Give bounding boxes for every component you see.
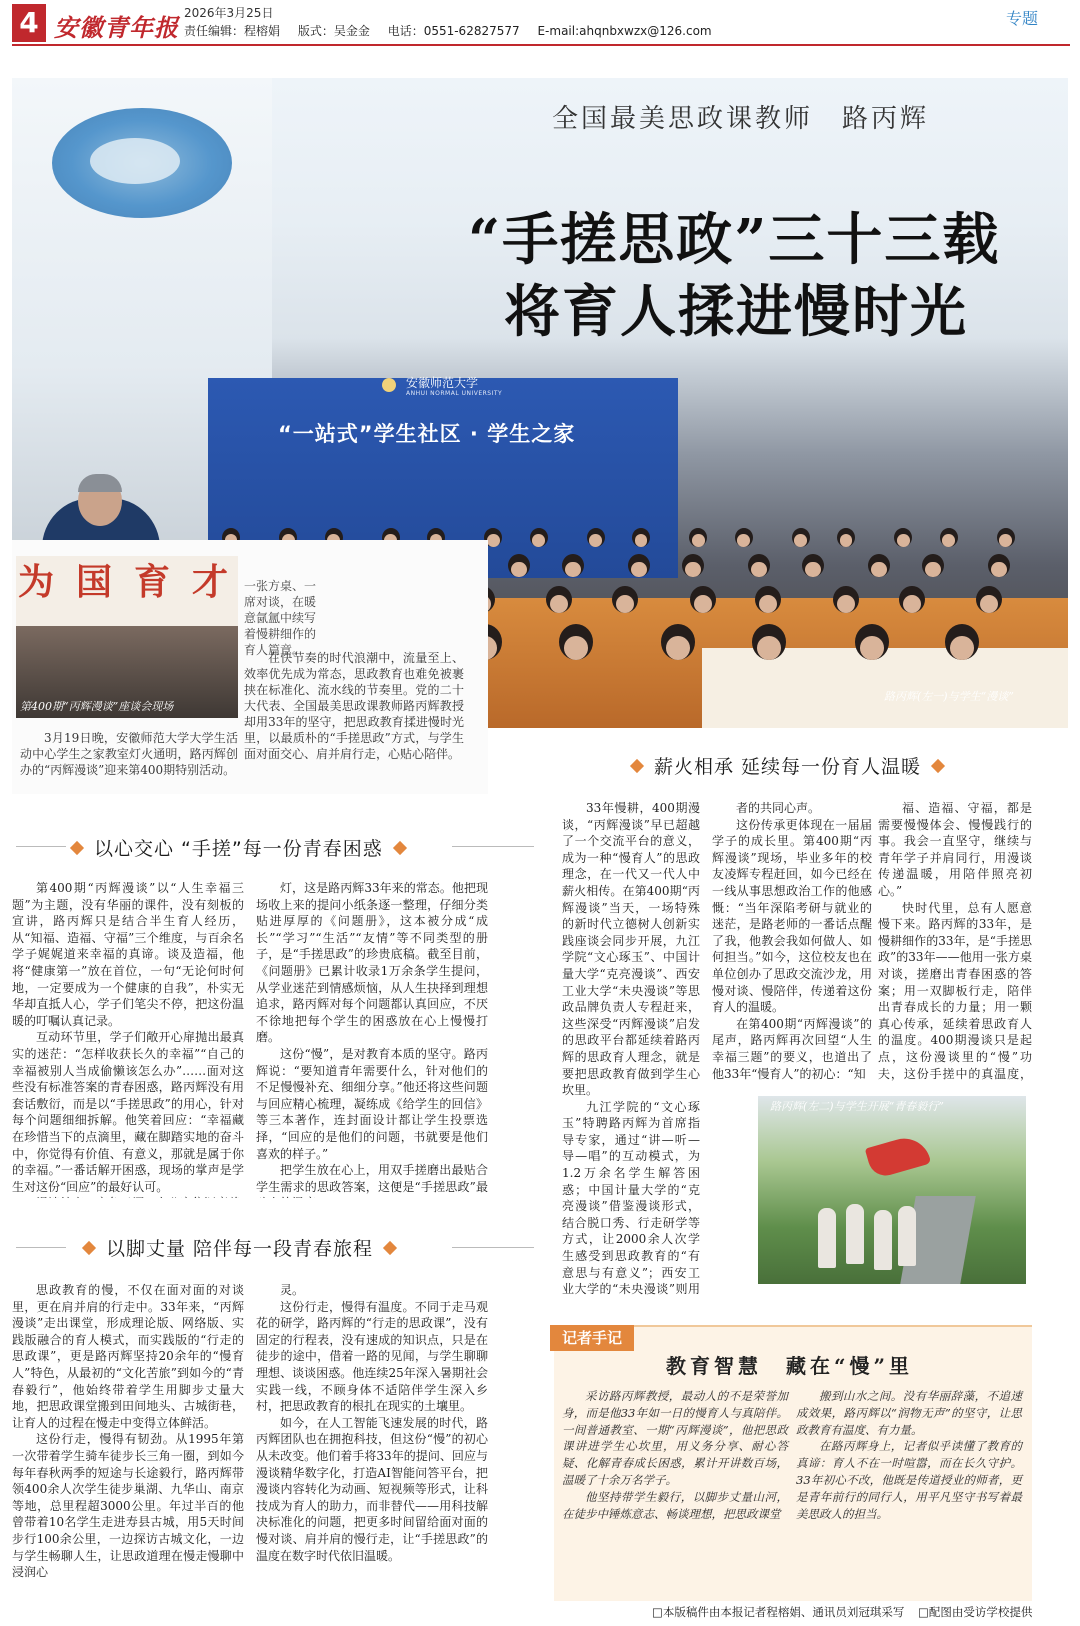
article-paragraph: 福、造福、守福，都是需要慢慢体会、慢慢践行的事。我会一直坚守，继续与青年学子并肩同行，用漫谈传递温暖，用陪伴照亮初心。” [878, 801, 1032, 898]
editor-credit: 责任编辑：程榕娟 [184, 24, 281, 38]
masthead [0, 0, 1080, 44]
section-heading: 以脚丈量 陪伴每一段青春旅程 [72, 1234, 407, 1261]
page-number: 4 [12, 4, 46, 42]
issue-date: 2026年3月25日 [184, 6, 274, 20]
backdrop-slogan: “一站式”学生社区 · 学生之家 [278, 422, 576, 446]
masthead-divider [12, 44, 1070, 46]
photo-text-credits [642, 1604, 1032, 1620]
article-paragraph: 互动环节里，学子们敞开心扉抛出最真实的迷茫：“怎样收获长久的幸福”“自己的幸福被别人当成偷懒该怎么办”……面对这些没有标准答案的青春困惑，路丙辉没有用套话敷衍，而是以“手搓思政”的用心，针对每个问题细细拆解。他笑着回应：“幸福藏在珍惜当下的点滴里，藏在脚踏实地的奋斗中，你觉得有价值、有意义，那就是属于你的幸福。”一番话解开困惑，现场的掌声是学生对这份“回应”的最好认可。 [12, 1030, 244, 1194]
university-seal-icon [382, 378, 396, 392]
article-paragraph [12, 1195, 244, 1198]
inset-photo-caption: 第400期“丙辉漫谈”座谈会现场 [20, 700, 174, 713]
article-paragraph: 如今，在人工智能飞速发展的时代，路丙辉团队也在拥抱科技，但这份“慢”的初心从未改变。他们着手将33年的提问、回应与漫谈精华数字化，打造AI智能问答平台，把漫谈内容转化为动画、短视频等形式，让科技成为育人的助力，而非替代——用科技解决标准化的问题，把更多时间留给面对面的慢对谈、肩并肩的慢行走，让“手搓思政”的温度在数字时代依旧温暖。 [256, 1415, 488, 1563]
article-column [256, 1282, 488, 1604]
inset-wall-char: 育 [134, 561, 171, 603]
reporter-notes-column [562, 1388, 788, 1522]
diamond-icon [393, 840, 407, 854]
article-column [256, 880, 488, 1198]
article-column [878, 800, 1032, 1082]
article-paragraph: 这份行走，慢得有韧劲。从1995年第一次带着学生骑车徒步长三角一圈，到如今每年春秋两季的短途与长途毅行，路丙辉带领400余人次学生徒步巢湖、九华山、南京等地，总里程超3000公里。年过半百的他曾带着10名学生走进寿县古城，用5天时间步行100余公里，一边探访古城文化，一边与学生畅聊人生，让思政道理在慢走慢聊中浸润心 [12, 1432, 244, 1580]
photo-flag [865, 1132, 931, 1179]
email-credit: E-mail:ahqnbxwzx@126.com [537, 24, 712, 38]
photo-person [846, 1204, 864, 1264]
intro-body: 在快节奏的时代浪潮中，流量至上、效率优先成为常态，思政教育也难免被裹挟在标准化、流水线的节奏里。党的二十大代表、全国最美思政课教师路丙辉教授却用33年的坚守，把思政教育揉进慢时光里，以最质朴的“手搓思政”方式，与学生面对面交心、肩并肩行走，心贴心陪伴。 [244, 651, 464, 761]
newspaper-logo: 安徽青年报 [54, 13, 179, 42]
diamond-icon [70, 840, 84, 854]
photo-person [818, 1208, 836, 1268]
diamond-icon [82, 1240, 96, 1254]
inset-photo [16, 556, 238, 718]
article-paragraph: 把学生放在心上，用双手搓磨出最贴合学生需求的思政答案，这便是“手搓思政”最 [256, 1163, 488, 1194]
reporter-notes-tag: 记者手记 [550, 1325, 634, 1351]
photo-person [874, 1210, 892, 1270]
article-column [562, 800, 700, 1296]
section-heading: 薪火相承 延续每一份育人温暖 [620, 752, 955, 779]
headline-line-1: “手搓思政”三十三载 [468, 207, 1001, 273]
diamond-icon [383, 1240, 397, 1254]
reporter-notes-title: 教育智慧 藏在“慢”里 [666, 1354, 914, 1378]
article-paragraph: 搬到山水之间。没有华丽辞藻，不追速成效果，路丙辉以“润物无声”的坚守，让思政教育有温度、有力量。 [796, 1389, 1022, 1437]
photo-credit: □配图由受访学校提供 [918, 1605, 1033, 1619]
designer-credit: 版式：吴金金 [297, 24, 370, 38]
text-credit: □本版稿件由本报记者程榕娟、通讯员刘冠琪采写 [652, 1605, 905, 1619]
backdrop-university-name: 安徽师范大学 [406, 376, 479, 390]
intro-lead: 3月19日晚，安徽师范大学大学生活动中心学生之家教室灯火通明，路丙辉创办的“丙辉漫谈”迎来第400期特别活动。 [20, 731, 238, 777]
article-paragraph: 思政教育的慢，不仅在面对面的对谈里，更在肩并肩的行走中。33年来，“丙辉漫谈”走出课堂，形成理论版、网络版、实践版融合的育人模式，而实践版的“行走的思政课”，更是路丙辉坚持20余年的“慢育人”特色，从最初的“文化苦旅”到如今的“青春毅行”，他始终带着学生用脚步丈量大地，把思政课堂搬到田间地头、古城街巷，让育人的过程在慢走中变得立体鲜活。 [12, 1283, 244, 1430]
inset-wall-char: 国 [76, 561, 113, 603]
article-paragraph: 第400期“丙辉漫谈”以“人生幸福三题”为主题，没有华丽的课件，没有刻板的宣讲，路丙辉只是结合半生育人经历，从“知福、造福、守福”三个维度，与百余名学子娓娓道来幸福的真谛。谈及造福，他将“健康第一”放在首位，一句“无论何时何地，一定要成为一个健康的自我”，朴实无华却直抵人心，学子们笔尖不停，把这份温暖的叮嘱认真记录。 [12, 881, 244, 1028]
article-paragraph: 33年慢耕，400期漫谈，“丙辉漫谈”早已超越了一个交流平台的意义，成为一种“慢育人”的思政理念，在一代又一代人中薪火相传。在第400期“丙辉漫谈”当天，一场特殊的新时代立德树人创新实践座谈会同步开展，九江学院“文心琢玉”、中国计量大学“克亮漫谈”、西安工业大学“未央漫谈”等思政品牌负责人专程赶来，这些深受“丙辉漫谈”启发的思政平台都延续着路丙辉的思政育人理念，就是要把思政教育做到学生心坎里。 [562, 801, 700, 1098]
hiking-photo [758, 1096, 1026, 1284]
inset-wall-char: 才 [192, 561, 229, 603]
article-paragraph: 灯，这是路丙辉33年来的常态。他把现场收上来的提问小纸条逐一整理，仔细分类贴进厚厚的《问题册》，这本被分成“成长”“学习”“生活”“友情”等不同类型的册子，是“手搓思政”的珍贵底稿。截至目前，《问题册》已累计收录1万余条学生提问，从学业迷茫到情感烦恼，从人生抉择到理想追求，路丙辉对每个问题都认真回应，不厌不徐地把每个学生的困惑放在心上慢慢打磨。 [256, 881, 488, 1045]
article-paragraph: 在第400期“丙辉漫谈”的尾声，路丙辉再次回望“人生幸福三题”的要义，也道出了他33年“慢育人”的初心：“知 [712, 1016, 872, 1081]
reporter-notes-column [796, 1388, 1022, 1522]
headline-line-2: 将育人揉进慢时光 [504, 279, 968, 345]
intro-pull-text: 一张方桌、一席对谈，在暖意氤氲中续写着慢耕细作的育人篇章。 [244, 579, 317, 657]
article-column [712, 800, 872, 1082]
article-paragraph: 灵。 [280, 1283, 305, 1297]
section-heading: 以心交心 “手搓”每一份青春困惑 [60, 834, 417, 861]
section-label: 专题 [1005, 9, 1038, 28]
phone-credit: 电话：0551-62827577 [387, 24, 520, 38]
hero-photo-caption: 路丙辉(左一)与学生“漫谈” [884, 690, 1014, 703]
diamond-icon [630, 758, 644, 772]
article-paragraph: 在路丙辉身上，记者似乎读懂了教育的真谛：育人不在一时喧嚣，而在长久守护。33年初心不改，他既是传道授业的师者，更是青年前行的同行人，用平凡坚守书写着最美思政人的担当。 [796, 1439, 1022, 1521]
article-column [12, 1282, 244, 1604]
backdrop-university-en: ANHUI NORMAL UNIVERSITY [406, 390, 503, 397]
diamond-icon [931, 758, 945, 772]
article-paragraph: 这份行走，慢得有温度。不同于走马观花的研学，路丙辉的“行走的思政课”，没有固定的行程表，没有速成的知识点，只是在徒步的途中，借着一路的见闻，与学生聊聊理想、谈谈困惑。他连续25年深入暑期社会实践一线，不顾身体不适陪伴学生深入乡村，把思政教育的根扎在现实的土壤里。 [256, 1299, 488, 1414]
hiking-photo-caption: 路丙辉(左二)与学生开展“青春毅行” [770, 1100, 944, 1113]
inset-wall-char: 为 [18, 561, 55, 603]
headline-kicker: 全国最美思政课教师 路丙辉 [552, 104, 930, 134]
article-paragraph: 采访路丙辉教授，最动人的不是荣誉加身，而是他33年如一日的慢育人与真陪伴。一间普通教室、一期“丙辉漫谈”，他把思政课讲进学生心坎里，用义务分享、耐心答疑、化解青春成长困惑，累计开讲数百场，温暖了十余万名学子。 [562, 1389, 788, 1487]
article-paragraph: 他坚持带学生毅行，以脚步丈量山河，在徒步中锤炼意志、畅谈理想，把思政课堂 [562, 1489, 788, 1521]
article-paragraph: 快时代里，总有人愿意慢下来。路丙辉的33年，是慢耕细作的33年，是“手搓思政”的33年——他用一张方桌对谈，搓磨出青春困惑的答案；用一双脚板行走，陪伴出青春成长的力量；用一颗真心传承，延续着思政育人的温度。400期漫谈只是起点，这份漫谈里的“慢”功夫，这份手搓中的真温度， [878, 900, 1032, 1081]
article-paragraph: 这份“慢”，是对教育本质的坚守。路丙辉说：“要知道青年需要什么，针对他们的不足慢慢补充、细细分享。”他还将这些问题与回应精心梳理，凝练成《给学生的回信》等三本著作，连封面设计都让学生投票选择，“回应的是他们的问题，书就要是他们喜欢的样子。” [256, 1046, 488, 1161]
editorial-credits [184, 22, 726, 39]
article-paragraph: 这份传承更体现在一届届学子的成长里。第400期“丙辉漫谈”现场，毕业多年的校友凌辉专程赶回，如今已经在一线从事思想政治工作的他感慨：“当年深陷考研与就业的迷茫，是路老师的一番话点醒了我，他教会我如何做人、如何担当。”如今，这位校友也在单位创办了思政交流沙龙，用慢对谈、慢陪伴，传递着这份育人的温暖。 [712, 817, 872, 1015]
article-paragraph: 者的共同心声。 [736, 801, 821, 815]
article-column [12, 880, 244, 1198]
photo-person [898, 1206, 916, 1266]
article-paragraph: 九江学院的“文心琢玉”特聘路丙辉为首席指导专家，通过“讲—听—导—唱”的互动模式，为1.2万余名学生解答困惑；中国计量大学的“克亮漫谈”借鉴漫谈形式，结合脱口秀、行走研学等方式，让2000余人次学生感受到思政教育的“有意思与有意义”；西安工业大学的“未央漫谈”则用 [562, 1099, 700, 1296]
